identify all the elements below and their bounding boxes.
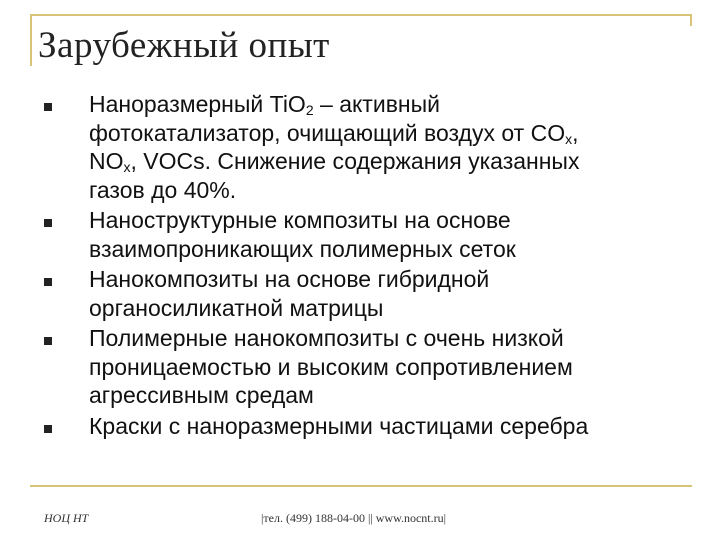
bullet-text	[89, 324, 684, 410]
bottom-decorative-rule	[30, 485, 692, 487]
footer-organization: НОЦ НТ	[44, 511, 89, 525]
right-decorative-rule	[690, 14, 692, 26]
square-bullet-icon	[44, 425, 52, 433]
square-bullet-icon	[44, 103, 52, 111]
left-decorative-rule	[30, 14, 32, 66]
footer-contact: |тел. (499) 188-04-00 || www.nocnt.ru|	[261, 511, 447, 525]
text-line: газов до 40%.	[89, 176, 237, 203]
text-line: агрессивным средам	[89, 382, 314, 408]
bullet-item	[44, 206, 684, 263]
top-decorative-rule	[30, 14, 692, 16]
bullet-item	[44, 265, 684, 322]
text-line: органосиликатной матрицы	[89, 294, 384, 321]
text-line: Наноразмерный TiO$_2$ – активный	[89, 91, 440, 118]
bullet-item	[44, 90, 684, 204]
bullet-item	[44, 412, 684, 441]
bullet-text	[89, 206, 684, 263]
text-line: $NO_x$, VOCs. Снижение содержания указанных	[89, 148, 580, 175]
bullet-list	[44, 90, 684, 442]
text-line: Наноструктурные композиты на основе	[89, 207, 511, 233]
bullet-text	[89, 412, 684, 441]
bullet-text	[89, 90, 684, 204]
text-line: Полимерные нанокомпозиты с очень низкой	[89, 325, 564, 351]
square-bullet-icon	[44, 337, 52, 345]
bullet-item	[44, 324, 684, 410]
text-line: проницаемостью и высоким сопротивлением	[89, 353, 573, 380]
text-line: взаимопроникающих полимерных сеток	[89, 235, 516, 262]
square-bullet-icon	[44, 278, 52, 286]
bullet-text	[89, 265, 684, 322]
square-bullet-icon	[44, 219, 52, 227]
slide-title: Зарубежный опыт	[38, 25, 330, 66]
text-line: фотокатализатор, очищающий воздух от $CO_x$,	[89, 119, 579, 147]
text-line: Краски с наноразмерными частицами серебра	[89, 412, 589, 439]
text-line: Нанокомпозиты на основе гибридной	[89, 266, 490, 292]
